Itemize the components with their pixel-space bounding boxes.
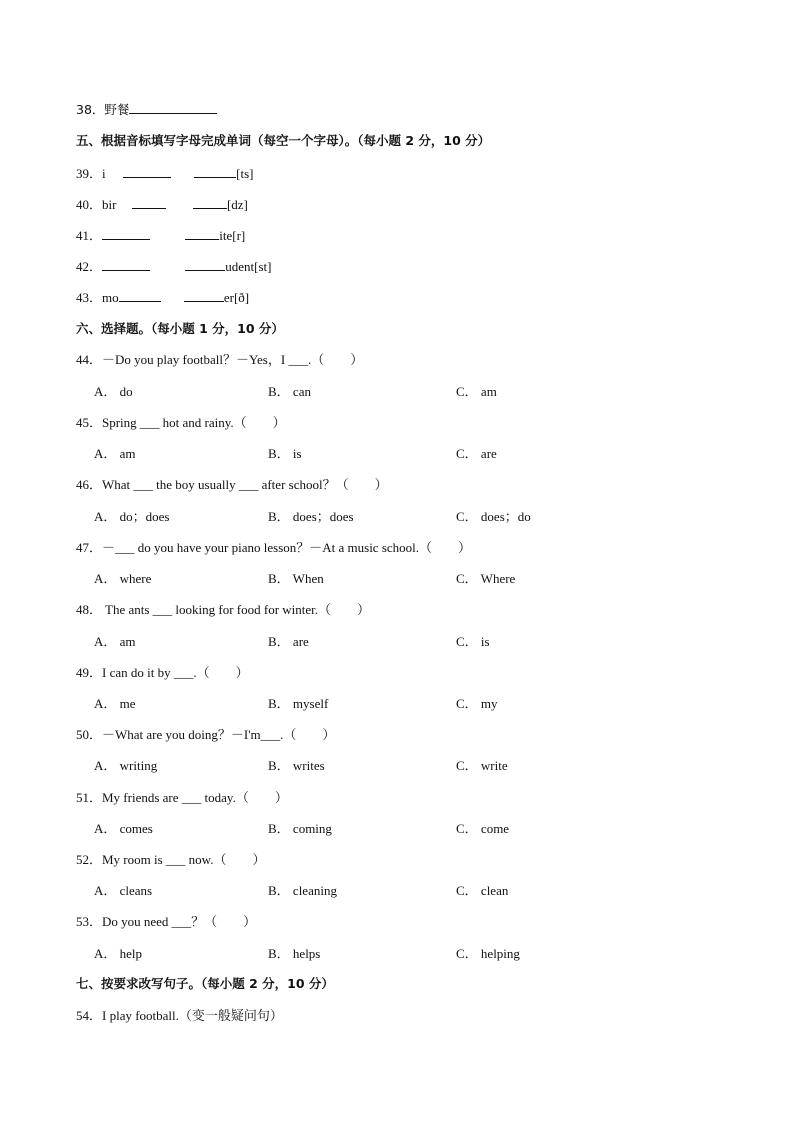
question-text: 52．My room is ___ now.（ ） [76,852,266,867]
question-text: 53．Do you need ___？（ ） [76,914,257,929]
option-c[interactable]: C． my [456,696,498,711]
question-54: 54．I play football.（变一般疑问句） [76,1008,283,1023]
option-c[interactable]: C． Where [456,571,516,586]
answer-blank[interactable] [193,197,227,209]
option-a[interactable]: A． cleans [94,883,153,898]
option-b[interactable]: B． helps [268,946,321,961]
question-text: 47．－___ do you have your piano lesson？－At a music school.（ ） [76,540,472,555]
option-a[interactable]: A． comes [94,821,153,836]
answer-blank[interactable] [123,166,171,178]
question-39-prefix: 39．i [76,166,106,181]
option-c[interactable]: C． write [456,758,508,773]
question-text: 45．Spring ___ hot and rainy.（ ） [76,415,286,430]
question-41-prefix: 41． [76,228,103,243]
phonetic: [ts] [236,166,254,181]
option-a[interactable]: A． am [94,634,136,649]
section-6-heading: 六、选择题。（每小题 1 分，10 分） [76,321,284,336]
option-b[interactable]: B． cleaning [268,883,337,898]
option-c[interactable]: C． come [456,821,510,836]
option-b[interactable]: B． can [268,384,311,399]
option-a[interactable]: A． writing [94,758,158,773]
question-43-prefix: 43．mo [76,290,119,305]
option-b[interactable]: B． When [268,571,324,586]
question-43 [76,290,249,306]
option-c[interactable]: C． clean [456,883,509,898]
answer-blank[interactable] [185,228,219,240]
question-39 [76,166,253,182]
option-a[interactable]: A． help [94,946,143,961]
question-text: 50．－What are you doing？－I'm___.（ ） [76,727,336,742]
question-text: 44．－Do you play football？－Yes，I ___.（ ） [76,352,364,367]
word-suffix: udent[st] [225,259,272,274]
word-suffix: er[ð] [223,290,250,305]
option-a[interactable]: A． me [94,696,136,711]
option-a[interactable]: A． do [94,384,133,399]
question-42-prefix: 42． [76,259,103,274]
question-text: 49．I can do it by ___.（ ） [76,665,249,680]
question-text: 48． The ants ___ looking for food for winter.（ ） [76,602,371,617]
option-b[interactable]: B． coming [268,821,332,836]
answer-blank[interactable] [185,259,225,271]
option-c[interactable]: C． helping [456,946,520,961]
answer-blank[interactable] [194,166,236,178]
option-a[interactable]: A． where [94,571,152,586]
option-b[interactable]: B． are [268,634,309,649]
question-text: 46．What ___ the boy usually ___ after school？（ ） [76,477,388,492]
option-a[interactable]: A． am [94,446,136,461]
option-b[interactable]: B． does；does [268,509,354,524]
section-7-heading: 七、按要求改写句子。（每小题 2 分，10 分） [76,976,334,991]
option-c[interactable]: C． are [456,446,497,461]
question-text: 51．My friends are ___ today.（ ） [76,790,288,805]
option-c[interactable]: C． is [456,634,490,649]
option-b[interactable]: B． myself [268,696,329,711]
option-c[interactable]: C． am [456,384,497,399]
question-40-prefix: 40．bir [76,197,117,212]
option-c[interactable]: C． does；do [456,509,531,524]
section-5-heading: 五、根据音标填写字母完成单词（每空一个字母）。（每小题 2 分，10 分） [76,133,491,148]
question-42 [76,259,271,275]
answer-blank[interactable] [129,102,217,114]
option-a[interactable]: A． do；does [94,509,170,524]
answer-blank[interactable] [102,259,150,271]
question-38 [76,102,217,118]
word-suffix: ite[r] [219,228,246,243]
option-b[interactable]: B． is [268,446,302,461]
question-40 [76,197,248,213]
answer-blank[interactable] [102,228,150,240]
option-b[interactable]: B． writes [268,758,325,773]
answer-blank[interactable] [132,197,166,209]
question-38-text: 38．野餐 [76,102,130,117]
phonetic: [dz] [226,197,248,212]
answer-blank[interactable] [184,290,224,302]
question-41 [76,228,245,244]
answer-blank[interactable] [119,290,161,302]
